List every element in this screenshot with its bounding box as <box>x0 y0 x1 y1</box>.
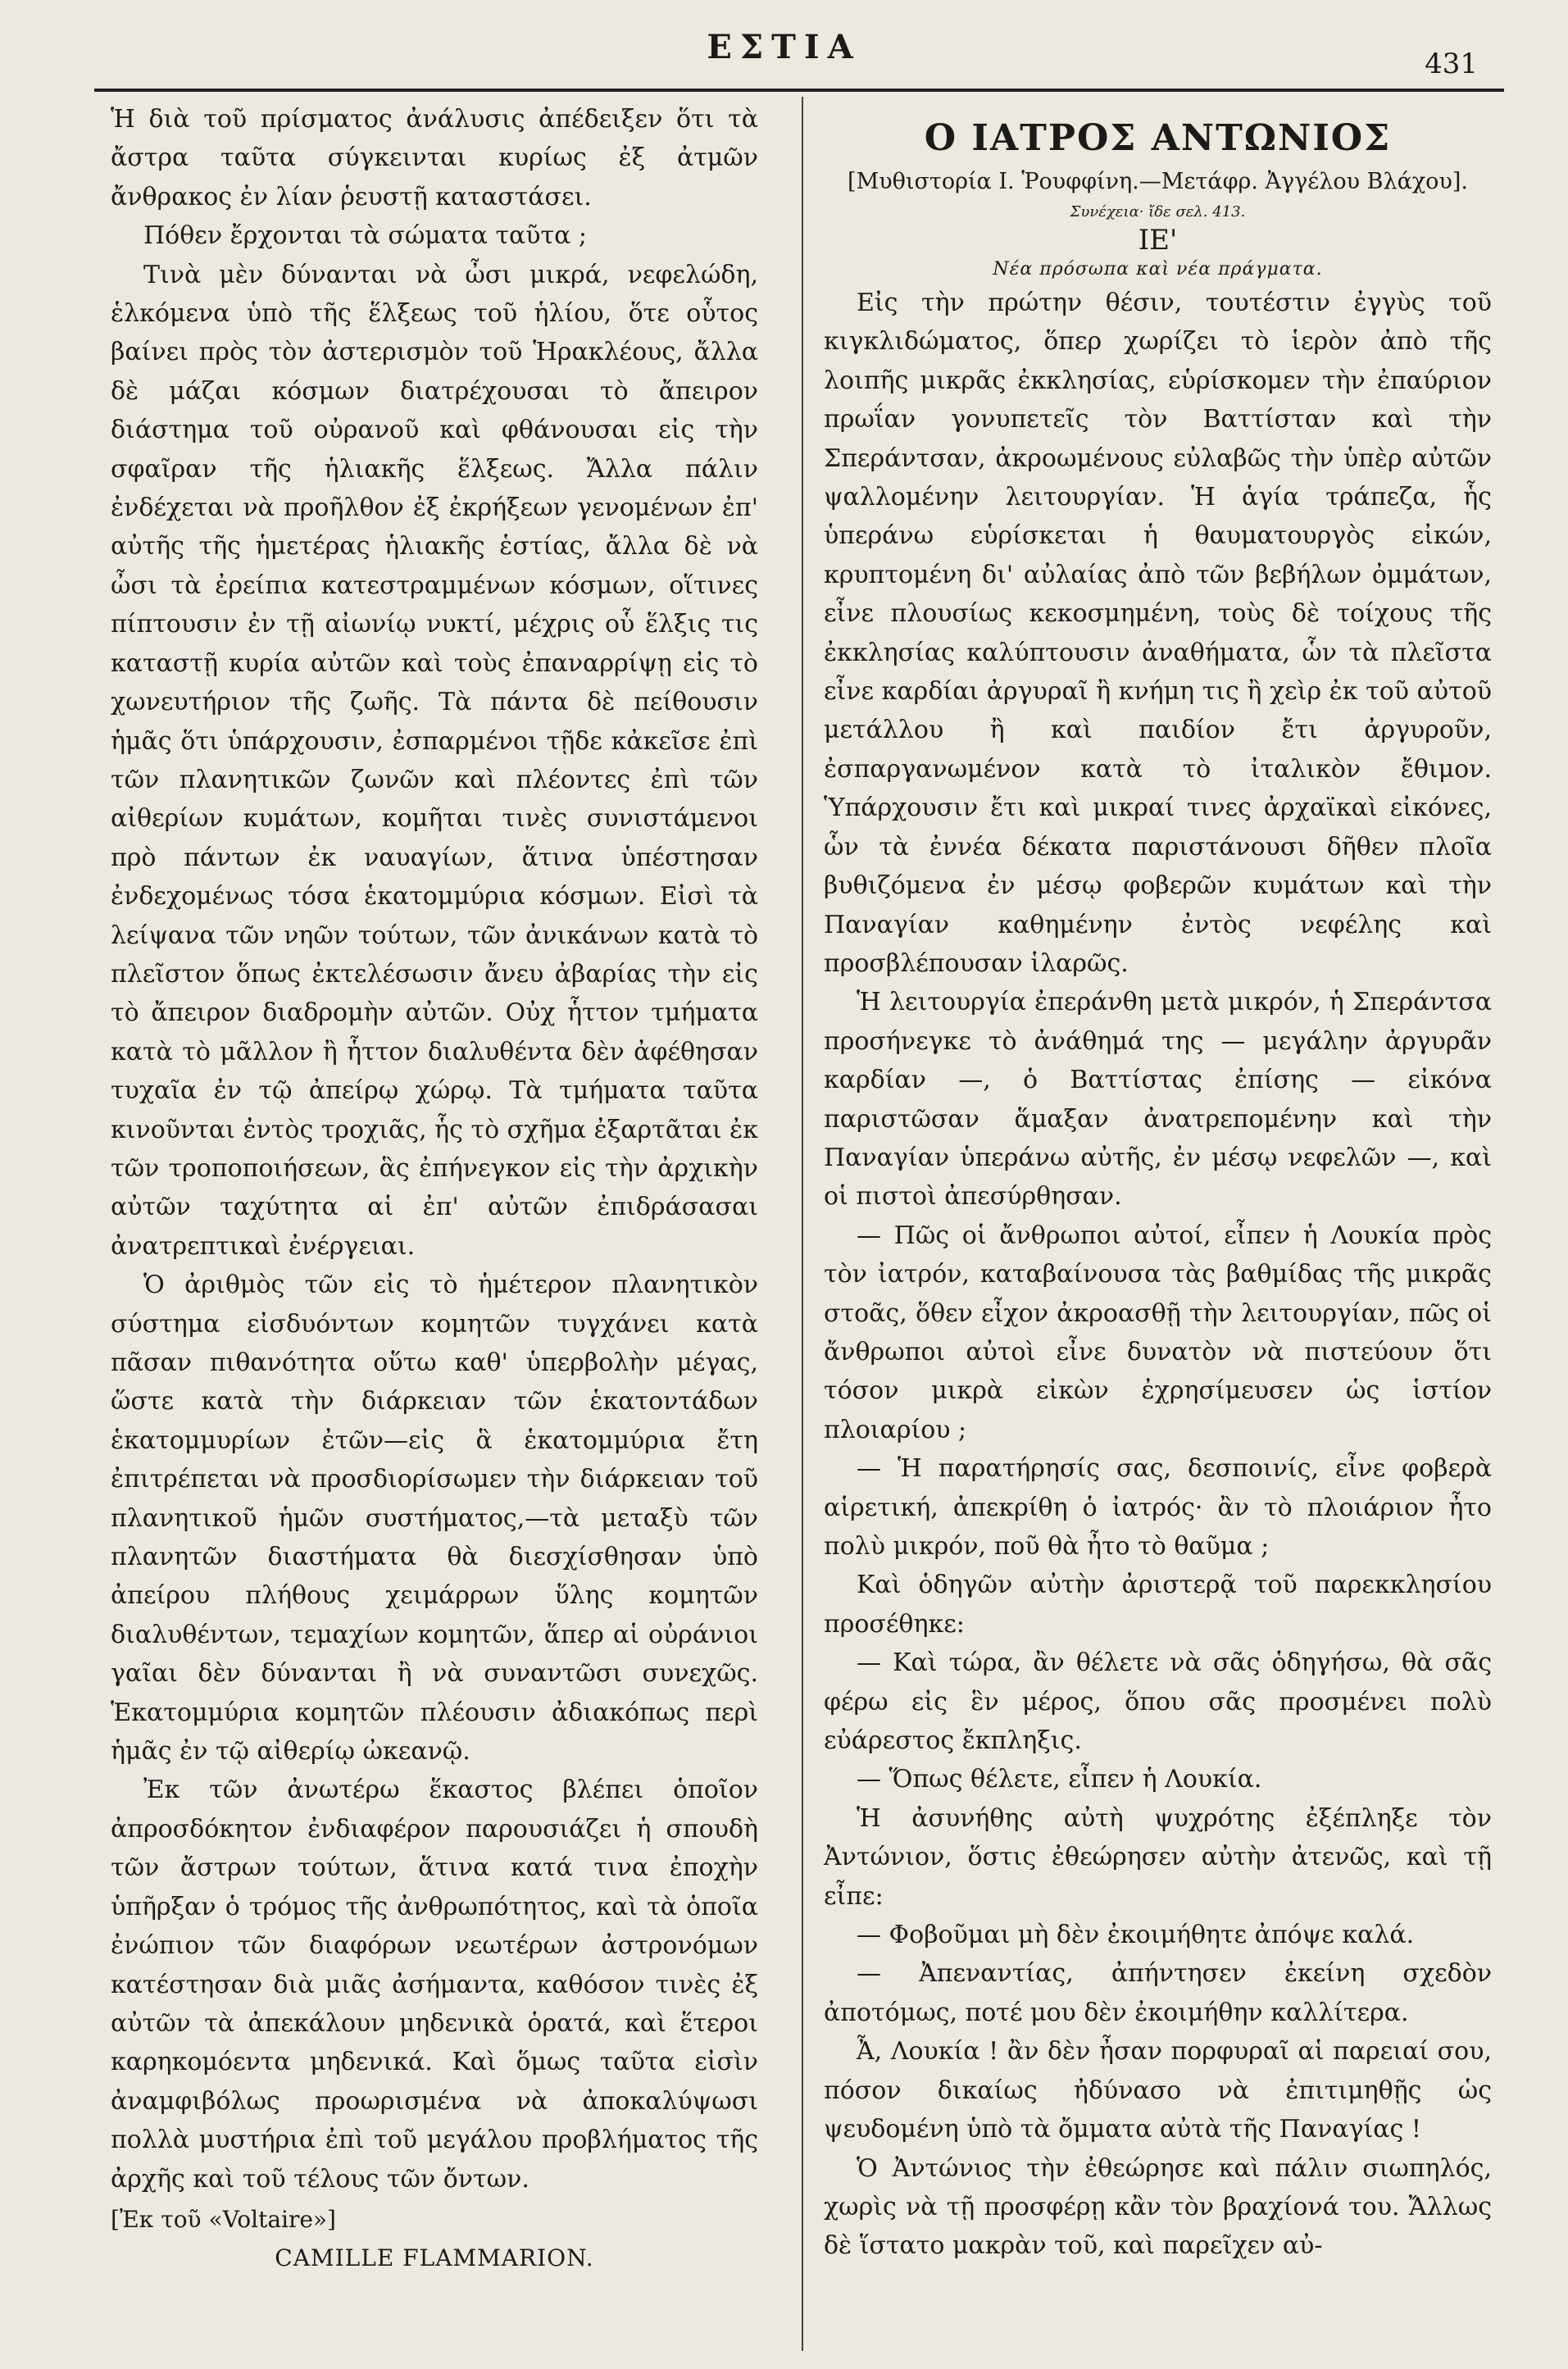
right-paragraph: Ἡ λειτουργία ἐπεράνθη μετὰ μικρόν, ἡ Σπεράντσα προσήνεγκε τὸ ἀνάθημά της — μεγάλην ἀργυρᾶν καρδίαν —, ὁ Βαττίστας ἐπίσης — εἰκόνα παριστῶσαν ἅμαξαν ἀνατρεπομένην καὶ τὴν Παναγίαν ὑπεράνω αὐτῆς, ἐν μέσῳ νεφελῶν —, καὶ οἱ πιστοὶ ἀπεσύρθησαν. <box>824 988 1492 1212</box>
continued-note: Συνέχεια· ἴδε σελ. 413. <box>1070 203 1246 221</box>
chapter-title: Νέα πρόσωπα καὶ νέα πράγματα. <box>993 259 1323 280</box>
right-paragraph: Ἆ, Λουκία ! ἂν δὲν ἦσαν πορφυραῖ αἱ παρειαί σου, πόσον δικαίως ἠδύνασο νὰ ἐπιτιμηθῇς ὡς ψευδομένη ὑπὸ τὰ ὄμματα αὐτὰ τῆς Παναγίας ! <box>824 2037 1492 2144</box>
chapter-number: ΙΕ' <box>1138 224 1178 257</box>
right-paragraph: Ἡ ἀσυνήθης αὐτὴ ψυχρότης ἐξέπληξε τὸν Ἀντώνιον, ὅστις ἐθεώρησεν αὐτὴν ἀτενῶς, καὶ τῇ εἶπε: <box>824 1803 1492 1911</box>
left-paragraph: Ἡ διὰ τοῦ πρίσματος ἀνάλυσις ἀπέδειξεν ὅτι τὰ ἄστρα ταῦτα σύγκεινται κυρίως ἐξ ἀτμῶν ἄνθρακος ἐν λίαν ῥευστῇ καταστάσει. <box>111 105 758 211</box>
header-rule <box>94 89 1504 92</box>
running-title: ΕΣΤΙΑ <box>707 28 861 66</box>
right-paragraph: Ὁ Ἀντώνιος τὴν ἐθεώρησε καὶ πάλιν σιωπηλός, χωρὶς νὰ τῇ προσφέρῃ κἂν τὸν βραχίονά του. Ἄλλως δὲ ἵστατο μακρὰν τοῦ, καὶ παρεῖχεν αὐ- <box>824 2153 1492 2261</box>
left-paragraph: Ἐκ τῶν ἀνωτέρω ἕκαστος βλέπει ὁποῖον ἀπροσδόκητον ἐνδιαφέρον παρουσιάζει ἡ σπουδὴ τῶν ἄστρων τούτων, ἅτινα κατά τινα ἐποχὴν ὑπῆρξαν ὁ τρόμος τῆς ἀνθρωπότητος, καὶ τὰ ὁποῖα ἐνώπιον τῶν διαφόρων νεωτέρων ἀστρονόμων κατέστησαν διὰ μιᾶς ἀσήμαντα, καθόσον τινὲς ἐξ αὐτῶν τὰ ἀπεκάλουν μηδενικὰ ὁρατά, καὶ ἕτεροι καρηκομόεντα μηδενικά. Καὶ ὅμως ταῦτα εἰσὶν ἀναμφιβόλως προωρισμένα νὰ ἀποκαλύψωσι πολλὰ μυστήρια ἐπὶ τοῦ μεγάλου προβλήματος τῆς ἀρχῆς καὶ τοῦ τέλους τῶν ὄντων. <box>111 1776 758 2194</box>
story-title: Ο ΙΑΤΡΟΣ ΑΝΤΩΝΙΟΣ <box>924 117 1392 159</box>
right-paragraph: — Ὅπως θέλετε, εἶπεν ἡ Λουκία. <box>857 1765 1262 1794</box>
right-paragraph: — Καὶ τώρα, ἂν θέλετε νὰ σᾶς ὁδηγήσω, θὰ σᾶς φέρω εἰς ἓν μέρος, ὅπου σᾶς προσμένει πολὺ εὐάρεστος ἔκπληξις. <box>824 1648 1492 1756</box>
author-signature: CAMILLE FLAMMARION. <box>275 2244 594 2271</box>
right-paragraph: — Πῶς οἱ ἄνθρωποι αὐτοί, εἶπεν ἡ Λουκία πρὸς τὸν ἰατρόν, καταβαίνουσα τὰς βαθμίδας τῆς μικρᾶς στοᾶς, ὅθεν εἶχον ἀκροασθῇ τὴν λειτουργίαν, πῶς οἱ ἄνθρωποι αὐτοὶ εἶνε δυνατὸν νὰ πιστεύουν ὅτι τόσον μικρὰ εἰκὼν ἐχρησίμευσεν ὡς ἱστίον πλοιαρίου ; <box>824 1221 1492 1444</box>
article-source: [Ἐκ τοῦ «Voltaire»] <box>111 2205 336 2233</box>
left-column-article <box>111 100 758 2279</box>
column-divider <box>802 97 803 2351</box>
left-paragraph: Πόθεν ἔρχονται τὰ σώματα ταῦτα ; <box>143 221 588 251</box>
right-paragraph: Καὶ ὁδηγῶν αὐτὴν ἀριστερᾷ τοῦ παρεκκλησίου προσέθηκε: <box>824 1571 1492 1639</box>
left-paragraph: Ὁ ἀριθμὸς τῶν εἰς τὸ ἡμέτερον πλανητικὸν σύστημα εἰσδυόντων κομητῶν τυγχάνει κατὰ πᾶσαν πιθανότητα οὕτω καθ' ὑπερβολὴν μέγας, ὥστε κατὰ τὴν διάρκειαν τῶν ἑκατοντάδων ἑκατομμυρίων ἐτῶν—εἰς ἃ ἑκατομμύρια ἔτη ἐπιτρέπεται νὰ προσδιορίσωμεν τὴν διάρκειαν τοῦ πλανητικοῦ ἡμῶν συστήματος,—τὰ μεταξὺ τῶν πλανητῶν διαστήματα θὰ διεσχίσθησαν ὑπὸ ἀπείρου πλήθους χειμάρρων ὕλης κομητῶν διαλυθέντων, τεμαχίων κομητῶν, ἅπερ αἱ οὐράνιοι γαῖαι δὲν δύνανται ἢ νὰ συναντῶσι συνεχῶς. Ἑκατομμύρια κομητῶν πλέουσιν ἀδιακόπως περὶ ἡμᾶς ἐν τῷ αἰθερίῳ ὠκεανῷ. <box>111 1271 758 1767</box>
right-paragraph: — Ἡ παρατήρησίς σας, δεσποινίς, εἶνε φοβερὰ αἱρετική, ἀπεκρίθη ὁ ἰατρός· ἂν τὸ πλοιάριον ἦτο πολὺ μικρόν, ποῦ θὰ ἦτο τὸ θαῦμα ; <box>824 1454 1492 1561</box>
page-number: 431 <box>1425 48 1478 80</box>
right-paragraph: Εἰς τὴν πρώτην θέσιν, τουτέστιν ἐγγὺς τοῦ κιγκλιδώματος, ὅπερ χωρίζει τὸ ἱερὸν ἀπὸ τῆς λοιπῆς μικρᾶς ἐκκλησίας, εὑρίσκομεν τὴν ἐπαύριον πρωΐαν γονυπετεῖς τὸν Βαττίσταν καὶ τὴν Σπεράντσαν, ἀκροωμένους εὐλαβῶς τὴν ὑπὲρ αὐτῶν ψαλλομένην λειτουργίαν. Ἡ ἁγία τράπεζα, ἧς ὑπεράνω εὑρίσκεται ἡ θαυματουργὸς εἰκών, κρυπτομένη δι' αὐλαίας ἀπὸ τῶν βεβήλων ὀμμάτων, εἶνε πλουσίως κεκοσμημένη, τοὺς δὲ τοίχους τῆς ἐκκλησίας καλύπτουσιν ἀναθήματα, ὧν τὰ πλεῖστα εἶνε καρδίαι ἀργυραῖ ἢ κνήμη τις ἢ χεὶρ ἐκ τοῦ αὐτοῦ μετάλλου ἢ καὶ παιδίον ἔτι ἀργυροῦν, ἐσπαργανωμένον κατὰ τὸ ἰταλικὸν ἔθιμον. Ὑπάρχουσιν ἔτι καὶ μικραί τινες ἀρχαϊκαὶ εἰκόνες, ὧν τὰ ἐννέα δέκατα παριστάνουσι δῆθεν πλοῖα βυθιζόμενα ἐν μέσῳ φοβερῶν κυμάτων καὶ τὴν Παναγίαν καθημένην ἐντὸς νεφέλης καὶ προσβλέπουσαν ἱλαρῶς. <box>824 289 1492 978</box>
right-column-story <box>824 100 1492 2266</box>
story-credit: [Μυθιστορία Ι. Ῥουφφίνη.—Μετάφρ. Ἀγγέλου Βλάχου]. <box>848 169 1468 194</box>
left-paragraph: Τινὰ μὲν δύνανται νὰ ὦσι μικρά, νεφελώδη, ἑλκόμενα ὑπὸ τῆς ἕλξεως τοῦ ἡλίου, ὅτε οὗτος βαίνει πρὸς τὸν ἀστερισμὸν τοῦ Ἡρακλέους, ἄλλα δὲ μάζαι κόσμων διατρέχουσαι τὸ ἄπειρον διάστημα τοῦ οὐρανοῦ καὶ φθάνουσαι εἰς τὴν σφαῖραν τῆς ἡλιακῆς ἕλξεως. Ἄλλα πάλιν ἐνδέχεται νὰ προῆλθον ἐξ ἐκρήξεων γενομένων ἐπ' αὐτῆς τῆς ἡμετέρας ἡλιακῆς ἑστίας, ἄλλα δὲ νὰ ὦσι τὰ ἐρείπια κατεστραμμένων κόσμων, οἵτινες πίπτουσιν ἐν τῇ αἰωνίῳ νυκτί, μέχρις οὗ ἕλξις τις καταστῇ κυρία αὐτῶν καὶ τοὺς ἐπαναρρίψῃ εἰς τὸ χωνευτήριον τῆς ζωῆς. Τὰ πάντα δὲ πείθουσιν ἡμᾶς ὅτι ὑπάρχουσιν, ἐσπαρμένοι τῇδε κἀκεῖσε ἐπὶ τῶν πλανητικῶν ζωνῶν καὶ πλέοντες ἐπὶ τῶν αἰθερίων κυμάτων, κομῆται τινὲς συνιστάμενοι πρὸ πάντων ἐκ ναυαγίων, ἅτινα ὑπέστησαν ἐνδεχομένως τόσα ἑκατομμύρια κόσμων. Εἰσὶ τὰ λείψανα τῶν νηῶν τούτων, τῶν ἀνικάνων κατὰ τὸ πλεῖστον ὅπως ἐκτελέσωσιν ἄνευ ἀβαρίας τὴν εἰς τὸ ἄπειρον διαδρομὴν αὐτῶν. Οὐχ ἧττον τμήματα κατὰ τὸ μᾶλλον ἢ ἧττον διαλυθέντα δὲν ἀφέθησαν τυχαῖα ἐν τῷ ἀπείρῳ χώρῳ. Τὰ τμήματα ταῦτα κινοῦνται ἐντὸς τροχιᾶς, ἧς τὸ σχῆμα ἐξαρτᾶται ἐκ τῶν τροποποιήσεων, ἃς ἐπήνεγκον εἰς τὴν ἀρχικὴν αὐτῶν ταχύτητα αἱ ἐπ' αὐτῶν ἐπιδράσασαι ἀνατρεπτικαὶ ἐνέργειαι. <box>111 260 758 1261</box>
right-paragraph: — Φοβοῦμαι μὴ δὲν ἐκοιμήθητε ἀπόψε καλά. <box>857 1921 1415 1950</box>
right-paragraph: — Ἀπεναντίας, ἀπήντησεν ἐκείνη σχεδὸν ἀποτόμως, ποτέ μου δὲν ἐκοιμήθην καλλίτερα. <box>824 1959 1492 2027</box>
